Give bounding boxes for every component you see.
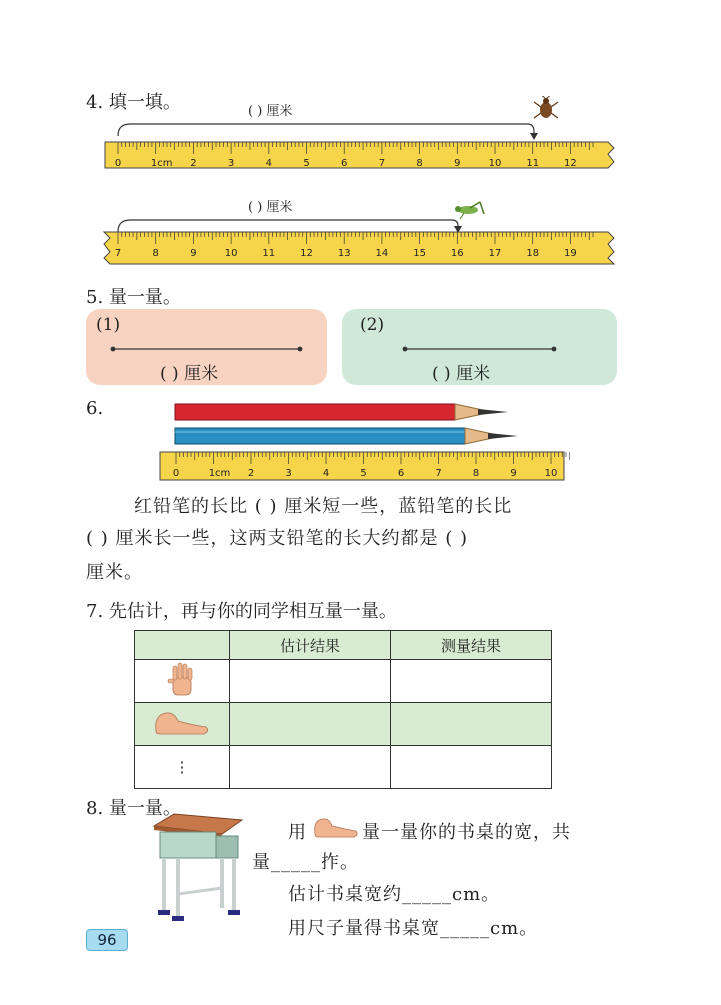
ruler-tick-label: 12 — [564, 158, 577, 169]
foot-icon — [152, 707, 212, 737]
page-number: 96 — [86, 929, 128, 951]
ruler-tick-label: 4 — [322, 468, 330, 479]
ruler-tick-label: 13 — [337, 248, 351, 259]
header-measure: 测量结果 — [391, 631, 552, 660]
measure-cell[interactable] — [391, 660, 552, 703]
box2-answer: ( ) 厘米 — [432, 364, 491, 384]
ruler-tick-label: 2 — [190, 158, 197, 169]
q6-line1: 红铅笔的长比 ( ) 厘米短一些，蓝铅笔的长比 — [134, 496, 513, 517]
ruler-tick-label: 2 — [247, 468, 255, 479]
foot-small-icon — [312, 814, 360, 840]
ruler-tick-label: 6 — [341, 158, 348, 169]
measure-box-2 — [342, 309, 617, 385]
ruler-tick-label: 0 — [114, 158, 122, 169]
estimate-cell[interactable] — [230, 746, 391, 789]
estimate-cell[interactable] — [230, 660, 391, 703]
measure-box-1 — [86, 309, 327, 385]
ruler-tick-label: 19 — [564, 248, 577, 259]
measure-cell[interactable] — [391, 703, 552, 746]
segment-1 — [110, 343, 306, 355]
ruler-tick-label: 7 — [114, 248, 122, 259]
ruler-tick-label: 16 — [450, 248, 464, 259]
ruler-tick-label: 0 — [172, 468, 180, 479]
ruler-tick-label: 1cm — [208, 468, 231, 479]
ruler-tick-label: 10 — [544, 468, 558, 479]
ruler-tick-label: 8 — [152, 248, 159, 259]
beetle-icon — [534, 96, 558, 118]
desk-icon — [150, 812, 246, 924]
ruler-tick-label: 17 — [488, 248, 502, 259]
q6-line2: ( ) 厘米长一些，这两支铅笔的长大约都是 ( ) — [86, 528, 468, 549]
q8-line4: 用尺子量得书桌宽_____cm。 — [288, 918, 539, 939]
grasshopper-icon — [455, 202, 484, 219]
q4-title: 4. 填一填。 — [86, 92, 181, 113]
ruler-tick-label: 5 — [303, 158, 310, 169]
more-cell: ⋮ — [135, 746, 230, 789]
ruler-tick-label: 7 — [378, 158, 386, 169]
header-cell-empty — [135, 631, 230, 660]
ruler-tick-label: 11 — [526, 158, 540, 169]
ruler-tick-label: 8 — [472, 468, 480, 479]
ruler-tick-label: 7 — [435, 468, 442, 479]
ruler-tick-label: 3 — [285, 468, 292, 479]
q8-line3: 估计书桌宽约_____cm。 — [288, 884, 501, 905]
q5-title: 5. 量一量。 — [86, 287, 181, 308]
q6-title: 6. — [86, 398, 104, 419]
estimate-cell[interactable] — [230, 703, 391, 746]
ruler-tick-label: 4 — [265, 158, 272, 169]
ruler-tick-label: 10 — [224, 248, 238, 259]
header-estimate: 估计结果 — [230, 631, 391, 660]
q8-line2: 量_____拃。 — [252, 852, 359, 873]
q8-line1-post: 量一量你的书桌的宽，共 — [362, 822, 571, 843]
ruler-tick-label: 1cm — [150, 158, 173, 169]
ruler-tick-label: 5 — [360, 468, 367, 479]
ruler-tick-label: 6 — [397, 468, 405, 479]
foot-cell — [135, 703, 230, 746]
ruler-tick-label: 8 — [416, 158, 423, 169]
ruler-tick-label: 9 — [454, 158, 461, 169]
table-row — [135, 746, 552, 789]
box2-number: (2) — [360, 315, 385, 335]
blue-pencil-icon — [175, 428, 518, 444]
box1-answer: ( ) 厘米 — [160, 364, 219, 384]
ruler-tick-label: 10 — [488, 158, 502, 169]
segment-2 — [402, 343, 562, 355]
hand-icon — [167, 661, 197, 697]
box1-number: (1) — [96, 315, 121, 335]
ruler-tick-label: 14 — [375, 248, 389, 259]
q8-title: 8. 量一量。 — [86, 798, 181, 819]
hand-cell — [135, 660, 230, 703]
pencils — [172, 402, 522, 448]
ruler-tick-label: 12 — [300, 248, 313, 259]
ruler-tick-label: 3 — [227, 158, 235, 169]
q7-title: 7. 先估计，再与你的同学相互量一量。 — [86, 601, 397, 622]
q6-line3: 厘米。 — [86, 562, 143, 583]
ruler-tick-label: 9 — [190, 248, 197, 259]
table-header-row — [135, 631, 552, 660]
measure-cell[interactable] — [391, 746, 552, 789]
ruler3 — [158, 450, 570, 484]
table-row — [135, 703, 552, 746]
q8-line1-pre: 用 — [288, 822, 307, 843]
estimate-table — [134, 630, 552, 789]
ruler-tick-label: 18 — [526, 248, 540, 259]
ruler-tick-label: 11 — [262, 248, 276, 259]
ruler2-answer-label: ( ) 厘米 — [248, 200, 293, 215]
ruler-tick-label: 15 — [413, 248, 426, 259]
ruler2 — [100, 192, 620, 272]
table-row — [135, 660, 552, 703]
ruler1-answer-label: ( ) 厘米 — [248, 104, 293, 119]
ruler-tick-label: 9 — [510, 468, 517, 479]
ruler1 — [100, 96, 620, 176]
red-pencil-icon — [175, 404, 508, 420]
